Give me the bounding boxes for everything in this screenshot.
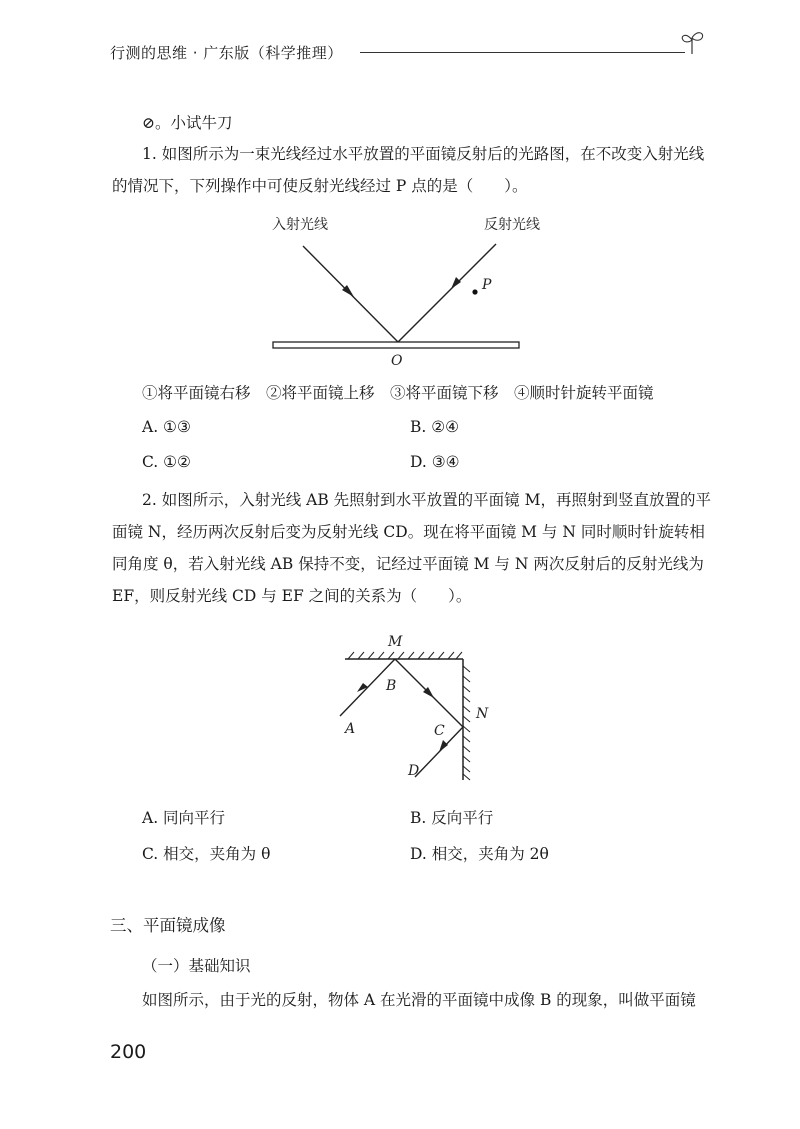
ray-ab-arrow-icon: [357, 683, 368, 692]
q1-option-d: D. ③④: [410, 453, 460, 471]
section-heading: 三、平面镜成像: [110, 916, 226, 935]
reflected-label: 反射光线: [484, 217, 540, 233]
q1-option-b: B. ②④: [410, 418, 460, 436]
incident-label: 入射光线: [272, 217, 328, 233]
q2-option-d: D. 相交，夹角为 2θ: [410, 845, 549, 863]
question-2-stem: 2. 如图所示，入射光线 AB 先照射到水平放置的平面镜 M，再照射到竖直放置的平面镜 N，经历两次反射后变为反射光线 CD。现在将平面镜 M 与 N 同时顺时针旋转相同角度 θ，若入射光线 AB 保持不变，记经过平面镜 M 与 N 两次反射后的反射光线为 EF，则反射光线 CD 与 EF 之间的关系为（ ）。: [112, 491, 711, 605]
label-a: A: [345, 721, 356, 737]
q2-option-b: B. 反向平行: [410, 809, 494, 827]
question-1-stem: 1. 如图所示为一束光线经过水平放置的平面镜反射后的光路图，在不改变入射光线的情况下，下列操作中可使反射光线经过 P 点的是（ ）。: [112, 145, 705, 195]
mirror: [273, 342, 519, 348]
point-p-label: P: [482, 277, 492, 293]
origin-label: O: [391, 353, 403, 369]
label-n: N: [476, 706, 489, 722]
mirror-m-hatching: [348, 652, 462, 659]
subsection-heading: （一）基础知识: [142, 957, 251, 975]
running-header: 行测的思维 · 广东版（科学推理）: [110, 44, 343, 62]
reflected-arrow-icon: [451, 277, 461, 289]
page-number: 200: [110, 1041, 147, 1063]
q1-option-a: A. ①③: [142, 418, 191, 436]
mirror-n-hatching: [463, 666, 470, 780]
reflected-ray: [398, 244, 496, 342]
figure-2-two-mirrors: [330, 628, 500, 788]
q2-option-a: A. 同向平行: [142, 809, 226, 827]
point-p: [472, 289, 477, 294]
label-m: M: [388, 634, 403, 650]
label-c: C: [434, 723, 445, 739]
q1-option-c: C. ①②: [142, 453, 191, 471]
label-d: D: [408, 763, 420, 779]
section-title: ⊘。小试牛刀: [142, 114, 233, 132]
header-rule: [360, 52, 685, 53]
figure-1-light-path: [260, 210, 550, 370]
question-1-statements: ①将平面镜右移 ②将平面镜上移 ③将平面镜下移 ④顺时针旋转平面镜: [142, 384, 654, 402]
ray-cd-arrow-icon: [439, 740, 448, 752]
label-b: B: [386, 678, 397, 694]
intro-paragraph: 如图所示，由于光的反射，物体 A 在光滑的平面镜中成像 B 的现象，叫做平面镜: [142, 991, 696, 1009]
q2-option-c: C. 相交，夹角为 θ: [142, 845, 271, 863]
sprout-icon: [678, 28, 708, 56]
